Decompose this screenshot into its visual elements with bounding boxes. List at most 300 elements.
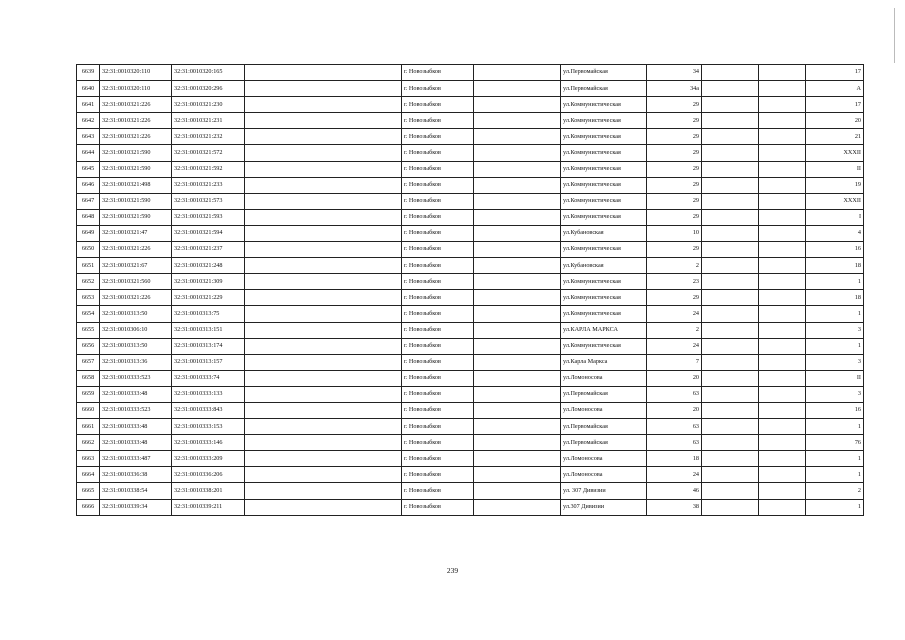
house-number-cell: 63 [647, 419, 702, 435]
empty-cell [702, 193, 759, 209]
unit-number-cell: 18 [806, 290, 864, 306]
house-number-cell: 2 [647, 322, 702, 338]
unit-number-cell: 1 [806, 338, 864, 354]
empty-cell [474, 467, 561, 483]
table-row [77, 193, 864, 209]
table-row [77, 483, 864, 499]
unit-number-cell: 16 [806, 242, 864, 258]
city-cell: г. Новозыбков [402, 451, 474, 467]
empty-cell [702, 322, 759, 338]
city-cell: г. Новозыбков [402, 113, 474, 129]
object-cadastral-number-cell: 32:31:0010336:206 [172, 467, 245, 483]
city-cell: г. Новозыбков [402, 370, 474, 386]
empty-cell [474, 483, 561, 499]
unit-number-cell: 17 [806, 97, 864, 113]
house-number-cell: 29 [647, 113, 702, 129]
object-cadastral-number-cell: 32:31:0010333:146 [172, 435, 245, 451]
city-cell: г. Новозыбков [402, 354, 474, 370]
unit-number-cell: 1 [806, 306, 864, 322]
unit-number-cell: 16 [806, 402, 864, 418]
empty-cell [474, 274, 561, 290]
house-number-cell: 29 [647, 290, 702, 306]
parcel-cadastral-number-cell: 32:31:0010313:50 [100, 306, 172, 322]
unit-number-cell: 19 [806, 177, 864, 193]
parcel-cadastral-number-cell: 32:31:0010333:48 [100, 386, 172, 402]
row-number-cell: 6659 [77, 386, 100, 402]
house-number-cell: 38 [647, 499, 702, 515]
table-row [77, 97, 864, 113]
object-cadastral-number-cell: 32:31:0010338:201 [172, 483, 245, 499]
empty-cell [702, 129, 759, 145]
row-number-cell: 6646 [77, 177, 100, 193]
empty-cell [759, 177, 806, 193]
object-cadastral-number-cell: 32:31:0010313:151 [172, 322, 245, 338]
table-row [77, 290, 864, 306]
city-cell: г. Новозыбков [402, 435, 474, 451]
empty-cell [474, 129, 561, 145]
table-row [77, 258, 864, 274]
city-cell: г. Новозыбков [402, 274, 474, 290]
object-cadastral-number-cell: 32:31:0010333:133 [172, 386, 245, 402]
empty-cell [702, 274, 759, 290]
object-cadastral-number-cell: 32:31:0010321:573 [172, 193, 245, 209]
unit-number-cell: 18 [806, 258, 864, 274]
row-number-cell: 6666 [77, 499, 100, 515]
empty-cell [702, 81, 759, 97]
street-cell: ул.Ломоносова [561, 451, 647, 467]
empty-cell [702, 290, 759, 306]
object-cadastral-number-cell: 32:31:0010320:165 [172, 65, 245, 81]
empty-cell [245, 499, 402, 515]
parcel-cadastral-number-cell: 32:31:0010320:110 [100, 65, 172, 81]
unit-number-cell: 17 [806, 65, 864, 81]
city-cell: г. Новозыбков [402, 242, 474, 258]
unit-number-cell: 21 [806, 129, 864, 145]
house-number-cell: 10 [647, 225, 702, 241]
unit-number-cell: 1 [806, 274, 864, 290]
empty-cell [245, 402, 402, 418]
table-row [77, 370, 864, 386]
table-row [77, 129, 864, 145]
object-cadastral-number-cell: 32:31:0010313:75 [172, 306, 245, 322]
city-cell: г. Новозыбков [402, 467, 474, 483]
empty-cell [759, 435, 806, 451]
table-row [77, 113, 864, 129]
table-row [77, 338, 864, 354]
house-number-cell: 2 [647, 258, 702, 274]
unit-number-cell: 1 [806, 499, 864, 515]
parcel-cadastral-number-cell: 32:31:0010313:36 [100, 354, 172, 370]
object-cadastral-number-cell: 32:31:0010321:229 [172, 290, 245, 306]
city-cell: г. Новозыбков [402, 65, 474, 81]
street-cell: ул.Коммунистическая [561, 145, 647, 161]
unit-number-cell: 1 [806, 467, 864, 483]
house-number-cell: 29 [647, 97, 702, 113]
city-cell: г. Новозыбков [402, 161, 474, 177]
street-cell: ул. 307 Дивизии [561, 483, 647, 499]
empty-cell [245, 129, 402, 145]
table-row [77, 467, 864, 483]
city-cell: г. Новозыбков [402, 419, 474, 435]
empty-cell [474, 258, 561, 274]
unit-number-cell: 76 [806, 435, 864, 451]
table-row [77, 322, 864, 338]
parcel-cadastral-number-cell: 32:31:0010333:523 [100, 402, 172, 418]
object-cadastral-number-cell: 32:31:0010321:232 [172, 129, 245, 145]
empty-cell [245, 65, 402, 81]
empty-cell [759, 322, 806, 338]
empty-cell [474, 225, 561, 241]
parcel-cadastral-number-cell: 32:31:0010339:34 [100, 499, 172, 515]
empty-cell [702, 338, 759, 354]
street-cell: ул.Коммунистическая [561, 209, 647, 225]
parcel-cadastral-number-cell: 32:31:0010338:54 [100, 483, 172, 499]
empty-cell [759, 499, 806, 515]
street-cell: ул.Карла Маркса [561, 354, 647, 370]
row-number-cell: 6639 [77, 65, 100, 81]
city-cell: г. Новозыбков [402, 81, 474, 97]
unit-number-cell: 3 [806, 354, 864, 370]
table-row [77, 225, 864, 241]
parcel-cadastral-number-cell: 32:31:0010306:10 [100, 322, 172, 338]
row-number-cell: 6643 [77, 129, 100, 145]
empty-cell [474, 370, 561, 386]
empty-cell [474, 499, 561, 515]
empty-cell [245, 290, 402, 306]
unit-number-cell: XXXII [806, 145, 864, 161]
empty-cell [474, 209, 561, 225]
empty-cell [474, 161, 561, 177]
empty-cell [759, 225, 806, 241]
registry-table [76, 64, 864, 516]
empty-cell [759, 290, 806, 306]
object-cadastral-number-cell: 32:31:0010321:231 [172, 113, 245, 129]
table-row [77, 65, 864, 81]
empty-cell [245, 451, 402, 467]
city-cell: г. Новозыбков [402, 322, 474, 338]
parcel-cadastral-number-cell: 32:31:0010333:48 [100, 419, 172, 435]
row-number-cell: 6654 [77, 306, 100, 322]
row-number-cell: 6653 [77, 290, 100, 306]
unit-number-cell: 1 [806, 419, 864, 435]
empty-cell [759, 129, 806, 145]
street-cell: ул.Коммунистическая [561, 161, 647, 177]
empty-cell [759, 242, 806, 258]
house-number-cell: 29 [647, 242, 702, 258]
object-cadastral-number-cell: 32:31:0010339:211 [172, 499, 245, 515]
city-cell: г. Новозыбков [402, 386, 474, 402]
empty-cell [474, 81, 561, 97]
house-number-cell: 24 [647, 306, 702, 322]
empty-cell [702, 97, 759, 113]
empty-cell [759, 161, 806, 177]
empty-cell [702, 145, 759, 161]
empty-cell [702, 386, 759, 402]
parcel-cadastral-number-cell: 32:31:0010321:590 [100, 193, 172, 209]
house-number-cell: 24 [647, 467, 702, 483]
parcel-cadastral-number-cell: 32:31:0010321:590 [100, 145, 172, 161]
empty-cell [759, 209, 806, 225]
empty-cell [245, 113, 402, 129]
row-number-cell: 6649 [77, 225, 100, 241]
street-cell: ул.Коммунистическая [561, 306, 647, 322]
empty-cell [759, 113, 806, 129]
city-cell: г. Новозыбков [402, 177, 474, 193]
city-cell: г. Новозыбков [402, 209, 474, 225]
empty-cell [702, 435, 759, 451]
table-row [77, 419, 864, 435]
street-cell: ул.Коммунистическая [561, 177, 647, 193]
row-number-cell: 6648 [77, 209, 100, 225]
empty-cell [759, 386, 806, 402]
parcel-cadastral-number-cell: 32:31:0010321:226 [100, 97, 172, 113]
empty-cell [702, 483, 759, 499]
object-cadastral-number-cell: 32:31:0010321:230 [172, 97, 245, 113]
table-row [77, 177, 864, 193]
house-number-cell: 18 [647, 451, 702, 467]
empty-cell [702, 65, 759, 81]
empty-cell [759, 65, 806, 81]
empty-cell [474, 113, 561, 129]
row-number-cell: 6645 [77, 161, 100, 177]
street-cell: ул.Коммунистическая [561, 193, 647, 209]
parcel-cadastral-number-cell: 32:31:0010321:590 [100, 161, 172, 177]
object-cadastral-number-cell: 32:31:0010321:237 [172, 242, 245, 258]
parcel-cadastral-number-cell: 32:31:0010333:48 [100, 435, 172, 451]
city-cell: г. Новозыбков [402, 402, 474, 418]
empty-cell [474, 354, 561, 370]
empty-cell [702, 467, 759, 483]
street-cell: ул.Коммунистическая [561, 290, 647, 306]
empty-cell [759, 467, 806, 483]
row-number-cell: 6657 [77, 354, 100, 370]
table-row [77, 402, 864, 418]
row-number-cell: 6650 [77, 242, 100, 258]
parcel-cadastral-number-cell: 32:31:0010321:590 [100, 209, 172, 225]
table-row [77, 451, 864, 467]
empty-cell [245, 242, 402, 258]
empty-cell [245, 193, 402, 209]
empty-cell [702, 354, 759, 370]
city-cell: г. Новозыбков [402, 338, 474, 354]
row-number-cell: 6651 [77, 258, 100, 274]
table-row [77, 242, 864, 258]
row-number-cell: 6656 [77, 338, 100, 354]
empty-cell [245, 338, 402, 354]
parcel-cadastral-number-cell: 32:31:0010320:110 [100, 81, 172, 97]
unit-number-cell: XXXII [806, 193, 864, 209]
empty-cell [474, 177, 561, 193]
row-number-cell: 6663 [77, 451, 100, 467]
street-cell: ул.307 Дивизии [561, 499, 647, 515]
empty-cell [245, 322, 402, 338]
row-number-cell: 6641 [77, 97, 100, 113]
row-number-cell: 6647 [77, 193, 100, 209]
row-number-cell: 6665 [77, 483, 100, 499]
street-cell: ул.Первомайская [561, 65, 647, 81]
unit-number-cell: II [806, 370, 864, 386]
empty-cell [245, 145, 402, 161]
house-number-cell: 63 [647, 386, 702, 402]
parcel-cadastral-number-cell: 32:31:0010321:226 [100, 242, 172, 258]
unit-number-cell: 20 [806, 113, 864, 129]
object-cadastral-number-cell: 32:31:0010321:233 [172, 177, 245, 193]
row-number-cell: 6655 [77, 322, 100, 338]
empty-cell [245, 209, 402, 225]
empty-cell [474, 242, 561, 258]
empty-cell [759, 402, 806, 418]
table-row [77, 81, 864, 97]
table-row [77, 274, 864, 290]
empty-cell [474, 97, 561, 113]
street-cell: ул.Кубановская [561, 225, 647, 241]
empty-cell [245, 419, 402, 435]
empty-cell [474, 145, 561, 161]
row-number-cell: 6661 [77, 419, 100, 435]
street-cell: ул.Первомайская [561, 81, 647, 97]
street-cell: ул.КАРЛА МАРКСА [561, 322, 647, 338]
object-cadastral-number-cell: 32:31:0010313:174 [172, 338, 245, 354]
empty-cell [474, 65, 561, 81]
house-number-cell: 7 [647, 354, 702, 370]
house-number-cell: 20 [647, 402, 702, 418]
empty-cell [474, 338, 561, 354]
city-cell: г. Новозыбков [402, 290, 474, 306]
street-cell: ул.Коммунистическая [561, 274, 647, 290]
street-cell: ул.Коммунистическая [561, 338, 647, 354]
object-cadastral-number-cell: 32:31:0010320:296 [172, 81, 245, 97]
table-row [77, 145, 864, 161]
table-row [77, 499, 864, 515]
empty-cell [702, 242, 759, 258]
house-number-cell: 29 [647, 145, 702, 161]
empty-cell [474, 402, 561, 418]
empty-cell [245, 467, 402, 483]
unit-number-cell: II [806, 161, 864, 177]
empty-cell [245, 97, 402, 113]
table-row [77, 435, 864, 451]
parcel-cadastral-number-cell: 32:31:0010321:226 [100, 290, 172, 306]
street-cell: ул.Коммунистическая [561, 97, 647, 113]
parcel-cadastral-number-cell: 32:31:0010321:67 [100, 258, 172, 274]
empty-cell [702, 451, 759, 467]
parcel-cadastral-number-cell: 32:31:0010321:226 [100, 113, 172, 129]
empty-cell [759, 451, 806, 467]
row-number-cell: 6664 [77, 467, 100, 483]
city-cell: г. Новозыбков [402, 129, 474, 145]
table-row [77, 386, 864, 402]
empty-cell [759, 258, 806, 274]
object-cadastral-number-cell: 32:31:0010333:209 [172, 451, 245, 467]
object-cadastral-number-cell: 32:31:0010321:248 [172, 258, 245, 274]
street-cell: ул.Первомайская [561, 386, 647, 402]
house-number-cell: 46 [647, 483, 702, 499]
unit-number-cell: 3 [806, 322, 864, 338]
row-number-cell: 6642 [77, 113, 100, 129]
street-cell: ул.Ломоносова [561, 467, 647, 483]
street-cell: ул.Коммунистическая [561, 242, 647, 258]
table-row [77, 306, 864, 322]
parcel-cadastral-number-cell: 32:31:0010321:560 [100, 274, 172, 290]
empty-cell [702, 225, 759, 241]
house-number-cell: 29 [647, 177, 702, 193]
empty-cell [702, 419, 759, 435]
street-cell: ул.Первомайская [561, 419, 647, 435]
empty-cell [702, 370, 759, 386]
unit-number-cell: А [806, 81, 864, 97]
house-number-cell: 63 [647, 435, 702, 451]
empty-cell [245, 370, 402, 386]
empty-cell [474, 386, 561, 402]
empty-cell [759, 193, 806, 209]
city-cell: г. Новозыбков [402, 97, 474, 113]
unit-number-cell: 4 [806, 225, 864, 241]
row-number-cell: 6660 [77, 402, 100, 418]
house-number-cell: 29 [647, 209, 702, 225]
object-cadastral-number-cell: 32:31:0010321:592 [172, 161, 245, 177]
parcel-cadastral-number-cell: 32:31:0010333:487 [100, 451, 172, 467]
object-cadastral-number-cell: 32:31:0010333:153 [172, 419, 245, 435]
city-cell: г. Новозыбков [402, 258, 474, 274]
empty-cell [759, 97, 806, 113]
object-cadastral-number-cell: 32:31:0010333:74 [172, 370, 245, 386]
empty-cell [702, 177, 759, 193]
empty-cell [759, 306, 806, 322]
empty-cell [759, 338, 806, 354]
city-cell: г. Новозыбков [402, 145, 474, 161]
parcel-cadastral-number-cell: 32:31:0010336:38 [100, 467, 172, 483]
empty-cell [474, 322, 561, 338]
empty-cell [245, 306, 402, 322]
empty-cell [245, 386, 402, 402]
empty-cell [702, 209, 759, 225]
city-cell: г. Новозыбков [402, 483, 474, 499]
parcel-cadastral-number-cell: 32:31:0010313:50 [100, 338, 172, 354]
empty-cell [245, 258, 402, 274]
empty-cell [245, 177, 402, 193]
empty-cell [759, 145, 806, 161]
empty-cell [759, 370, 806, 386]
empty-cell [759, 354, 806, 370]
object-cadastral-number-cell: 32:31:0010333:843 [172, 402, 245, 418]
house-number-cell: 29 [647, 129, 702, 145]
row-number-cell: 6658 [77, 370, 100, 386]
page-number: 239 [446, 566, 459, 575]
empty-cell [474, 290, 561, 306]
empty-cell [702, 306, 759, 322]
row-number-cell: 6652 [77, 274, 100, 290]
unit-number-cell: 2 [806, 483, 864, 499]
city-cell: г. Новозыбков [402, 499, 474, 515]
parcel-cadastral-number-cell: 32:31:0010321:47 [100, 225, 172, 241]
row-number-cell: 6640 [77, 81, 100, 97]
empty-cell [702, 161, 759, 177]
house-number-cell: 24 [647, 338, 702, 354]
empty-cell [474, 419, 561, 435]
house-number-cell: 20 [647, 370, 702, 386]
row-number-cell: 6644 [77, 145, 100, 161]
empty-cell [245, 81, 402, 97]
unit-number-cell: 3 [806, 386, 864, 402]
house-number-cell: 29 [647, 193, 702, 209]
empty-cell [474, 193, 561, 209]
row-number-cell: 6662 [77, 435, 100, 451]
empty-cell [759, 483, 806, 499]
empty-cell [702, 402, 759, 418]
house-number-cell: 29 [647, 161, 702, 177]
object-cadastral-number-cell: 32:31:0010313:157 [172, 354, 245, 370]
street-cell: ул.Коммунистическая [561, 113, 647, 129]
